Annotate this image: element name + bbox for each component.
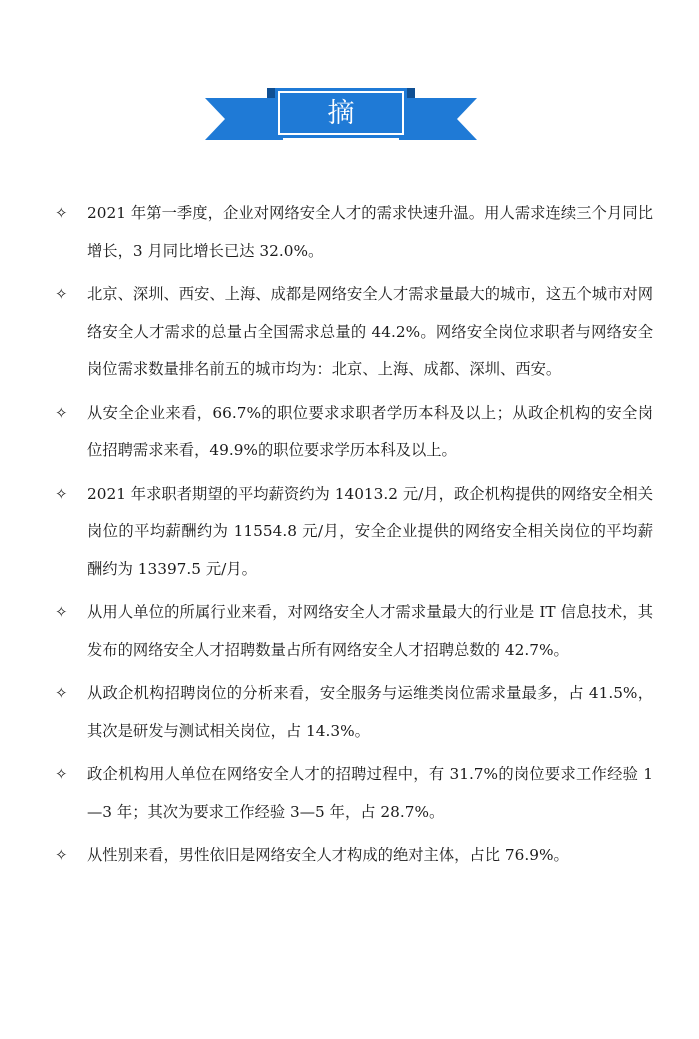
- summary-item: [53, 594, 653, 669]
- diamond-star-icon: ✧: [55, 484, 68, 503]
- summary-text: 从性别来看，男性依旧是网络安全人才构成的绝对主体，占比 76.9%。: [87, 846, 569, 864]
- summary-text: 2021 年求职者期望的平均薪资约为 14013.2 元/月，政企机构提供的网络安全相关岗位的平均薪酬约为 11554.8 元/月，安全企业提供的网络安全相关岗位的平均薪酬约为 13397.5 元/月。: [87, 484, 653, 578]
- summary-text: 从安全企业来看，66.7%的职位要求求职者学历本科及以上；从政企机构的安全岗位招聘需求来看，49.9%的职位要求学历本科及以上。: [87, 403, 653, 459]
- summary-item: [53, 395, 653, 470]
- diamond-star-icon: ✧: [55, 765, 68, 783]
- summary-item: [53, 276, 653, 389]
- summary-text: 从用人单位的所属行业来看，对网络安全人才需求量最大的行业是 IT 信息技术，其发布的网络安全人才招聘数量占所有网络安全人才招聘总数的 42.7%。: [87, 603, 653, 659]
- diamond-star-icon: ✧: [55, 204, 68, 222]
- summary-item: [53, 195, 653, 270]
- diamond-star-icon: ✧: [55, 403, 68, 422]
- summary-text: 从政企机构招聘岗位的分析来看，安全服务与运维类岗位需求量最多，占 41.5%，其次是研发与测试相关岗位，占 14.3%。: [87, 684, 653, 740]
- summary-text: 2021 年第一季度，企业对网络安全人才的需求快速升温。用人需求连续三个月同比增长，3 月同比增长已达 32.0%。: [87, 204, 653, 260]
- diamond-star-icon: ✧: [55, 684, 68, 702]
- summary-item: [53, 837, 653, 875]
- summary-item: [53, 675, 653, 750]
- summary-item: [53, 476, 653, 589]
- summary-list: [53, 195, 653, 875]
- page-title: 摘 要: [320, 98, 369, 181]
- diamond-star-icon: ✧: [55, 285, 68, 303]
- summary-banner: [205, 86, 477, 181]
- diamond-star-icon: ✧: [55, 603, 68, 621]
- summary-item: [53, 756, 653, 831]
- diamond-star-icon: ✧: [55, 846, 68, 864]
- summary-text: 北京、深圳、西安、上海、成都是网络安全人才需求量最大的城市，这五个城市对网络安全人才需求的总量占全国需求总量的 44.2%。网络安全岗位求职者与网络安全岗位需求数量排名前五的城市均为：北京、上海、成都、深圳、西安。: [87, 285, 653, 378]
- summary-text: 政企机构用人单位在网络安全人才的招聘过程中，有 31.7%的岗位要求工作经验 1—3 年；其次为要求工作经验 3—5 年，占 28.7%。: [87, 765, 653, 821]
